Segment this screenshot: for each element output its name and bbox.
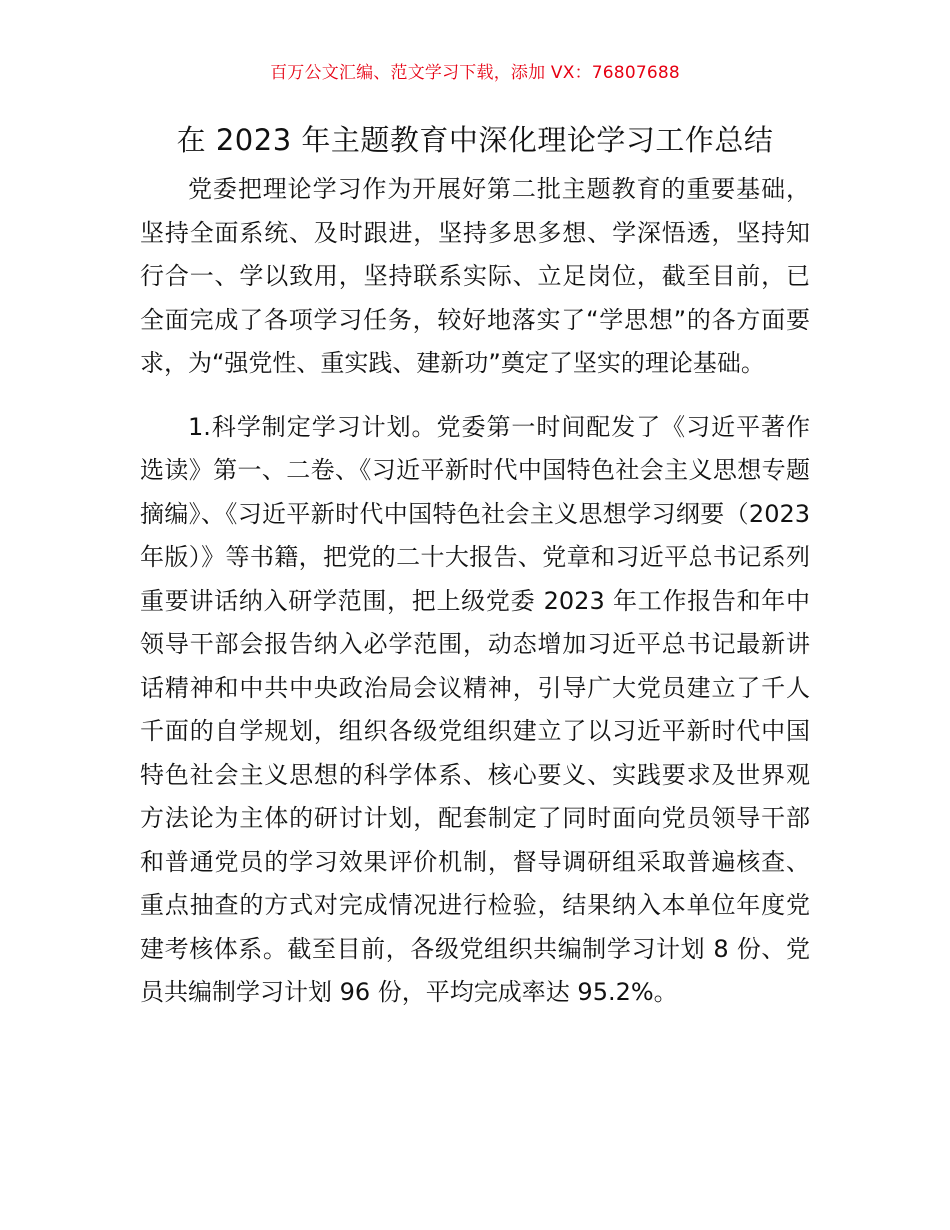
document-title: 在 2023 年主题教育中深化理论学习工作总结: [176, 123, 774, 157]
section-1-paragraph: 1.科学制定学习计划。党委第一时间配发了《习近平著作选读》第一、二卷、《习近平新时代中国特色社会主义思想专题摘编》、《习近平新时代中国特色社会主义思想学习纲要（2023 年版）》等书籍，把党的二十大报告、党章和习近平总书记系列重要讲话纳入研学范围，把上级党委 2023 年工作报告和年中领导干部会报告纳入必学范围，动态增加习近平总书记最新讲话精神和中共中央政治局会议精神，引导广大党员建立了千人千面的自学规划，组织各级党组织建立了以习近平新时代中国特色社会主义思想的科学体系、核心要义、实践要求及世界观方法论为主体的研讨计划，配套制定了同时面向党员领导干部和普通党员的学习效果评价机制，督导调研组采取普遍核查、重点抽查的方式对完成情况进行检验，结果纳入本单位年度党建考核体系。截至目前，各级党组织共编制学习计划 8 份、党员共编制学习计划 96 份，平均完成率达 95.2%。: [140, 412, 810, 1006]
download-notice: 百万公文汇编、范文学习下载，添加 VX：76807688: [270, 63, 680, 83]
document-body: [140, 168, 810, 1015]
intro-paragraph: 党委把理论学习作为开展好第二批主题教育的重要基础，坚持全面系统、及时跟进，坚持多思多想、学深悟透，坚持知行合一、学以致用，坚持联系实际、立足岗位，截至目前，已全面完成了各项学习任务，较好地落实了“学思想”的各方面要求，为“强党性、重实践、建新功”奠定了坚实的理论基础。: [140, 175, 810, 377]
